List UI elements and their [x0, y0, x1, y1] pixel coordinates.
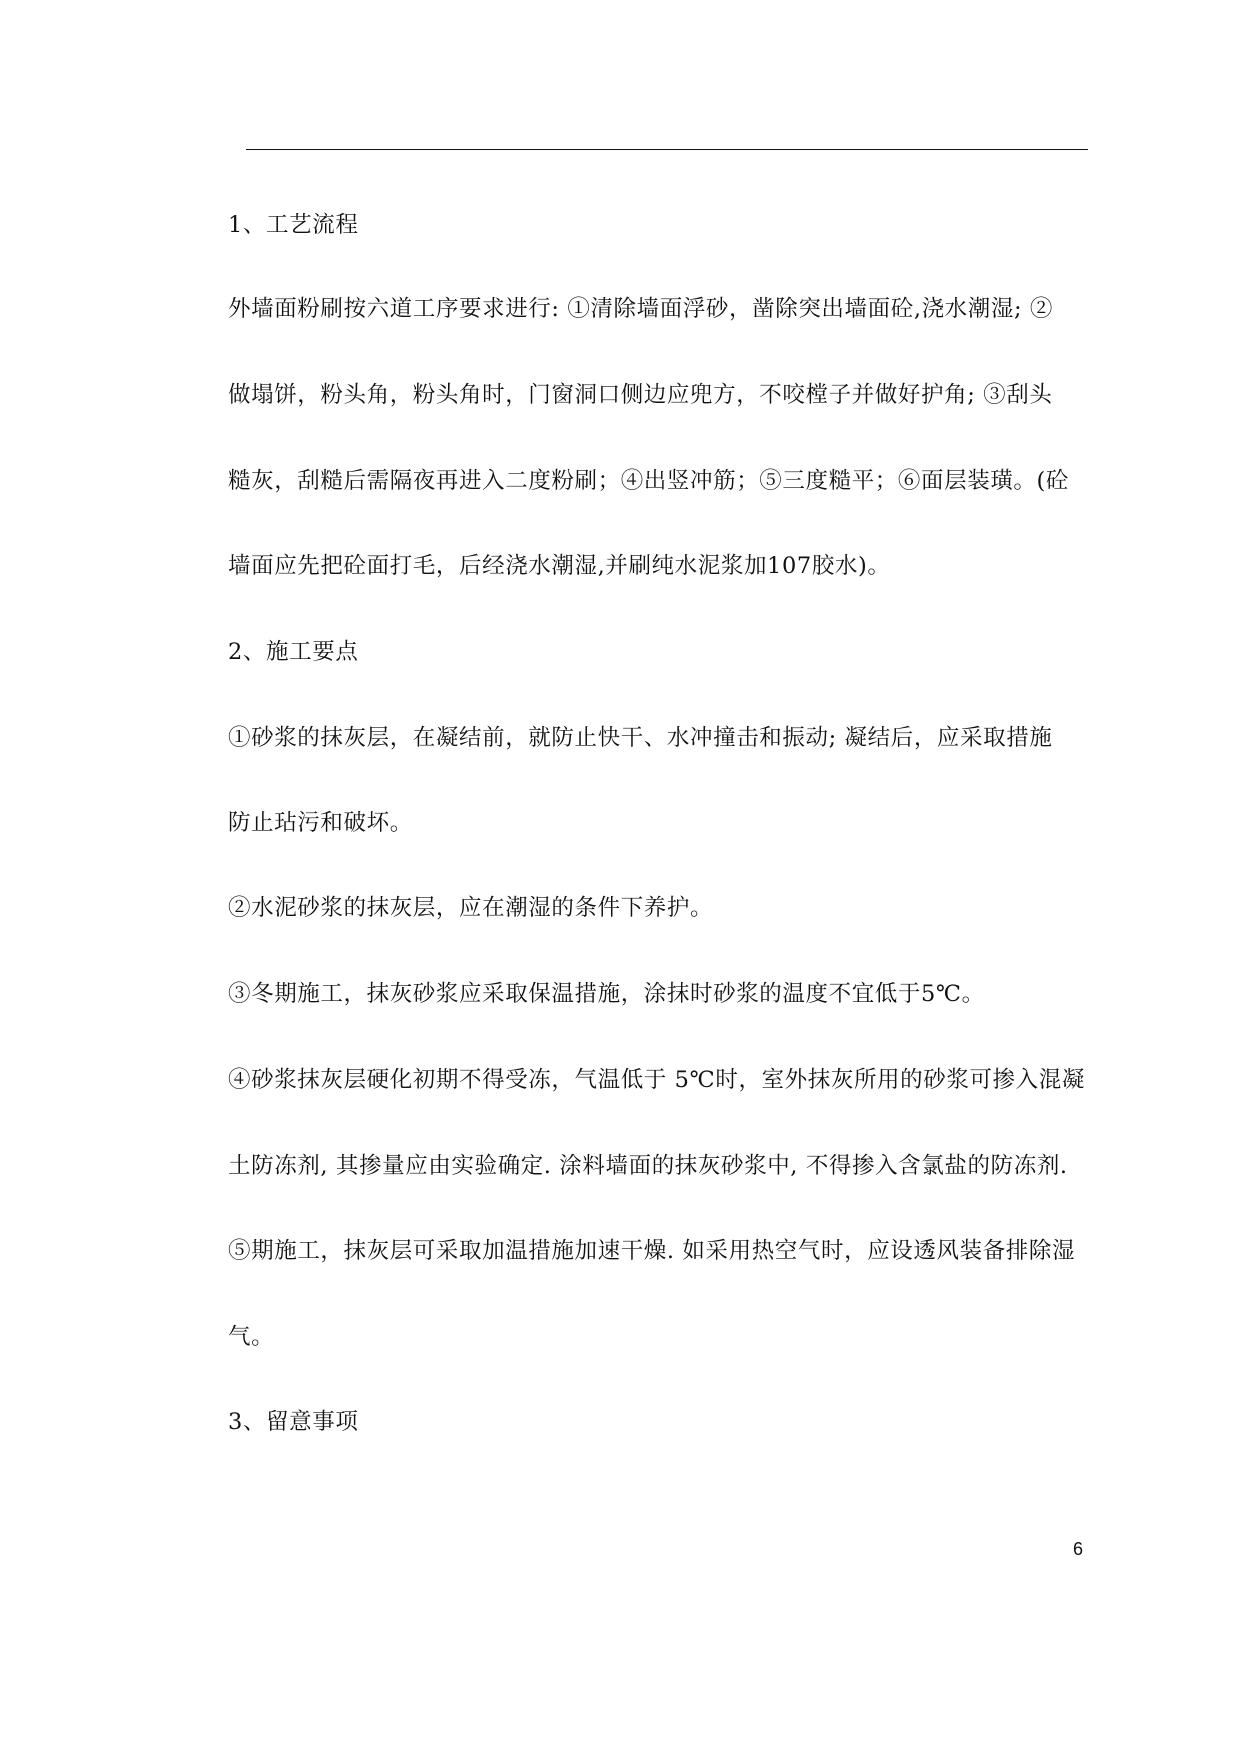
page-number: 6 — [1073, 1539, 1084, 1559]
paragraph-line: 糙灰，刮糙后需隔夜再进入二度粉刷；④出竖冲筋；⑤三度糙平；⑥面层装璜。(砼 — [228, 468, 1069, 494]
header-rule — [246, 149, 1088, 150]
paragraph-line: ④砂浆抹灰层硬化初期不得受冻，气温低于 5℃时，室外抹灰所用的砂浆可掺入混凝 — [228, 1067, 1085, 1093]
section-heading-process: 1、工艺流程 — [228, 212, 359, 238]
section-heading-key-points: 2、施工要点 — [228, 639, 359, 665]
section-heading-notes: 3、留意事项 — [228, 1409, 359, 1435]
paragraph-line: 气。 — [228, 1324, 275, 1350]
paragraph-line: 外墙面粉刷按六道工序要求进行: ①清除墙面浮砂，凿除突出墙面砼,浇水潮湿; ② — [228, 296, 1054, 322]
paragraph-line: ⑤期施工，抹灰层可采取加温措施加速干燥. 如采用热空气时，应设透风装备排除湿 — [228, 1238, 1076, 1264]
paragraph-line: 土防冻剂, 其掺量应由实验确定. 涂料墙面的抹灰砂浆中, 不得掺入含氯盐的防冻剂. — [228, 1153, 1068, 1179]
paragraph-line: 做塌饼，粉头角，粉头角时，门窗洞口侧边应兜方，不咬樘子并做好护角; ③刮头 — [228, 382, 1053, 408]
paragraph-line: ③冬期施工，抹灰砂浆应采取保温措施，涂抹时砂浆的温度不宜低于5℃。 — [228, 981, 985, 1007]
paragraph-line: ②水泥砂浆的抹灰层，应在潮湿的条件下养护。 — [228, 895, 714, 921]
paragraph-line: 墙面应先把砼面打毛，后经浇水潮湿,并刷纯水泥浆加107胶水)。 — [228, 553, 891, 579]
paragraph-line: 防止玷污和破坏。 — [228, 810, 413, 836]
paragraph-line: ①砂浆的抹灰层，在凝结前，就防止快干、水冲撞击和振动; 凝结后，应采取措施 — [228, 725, 1053, 751]
